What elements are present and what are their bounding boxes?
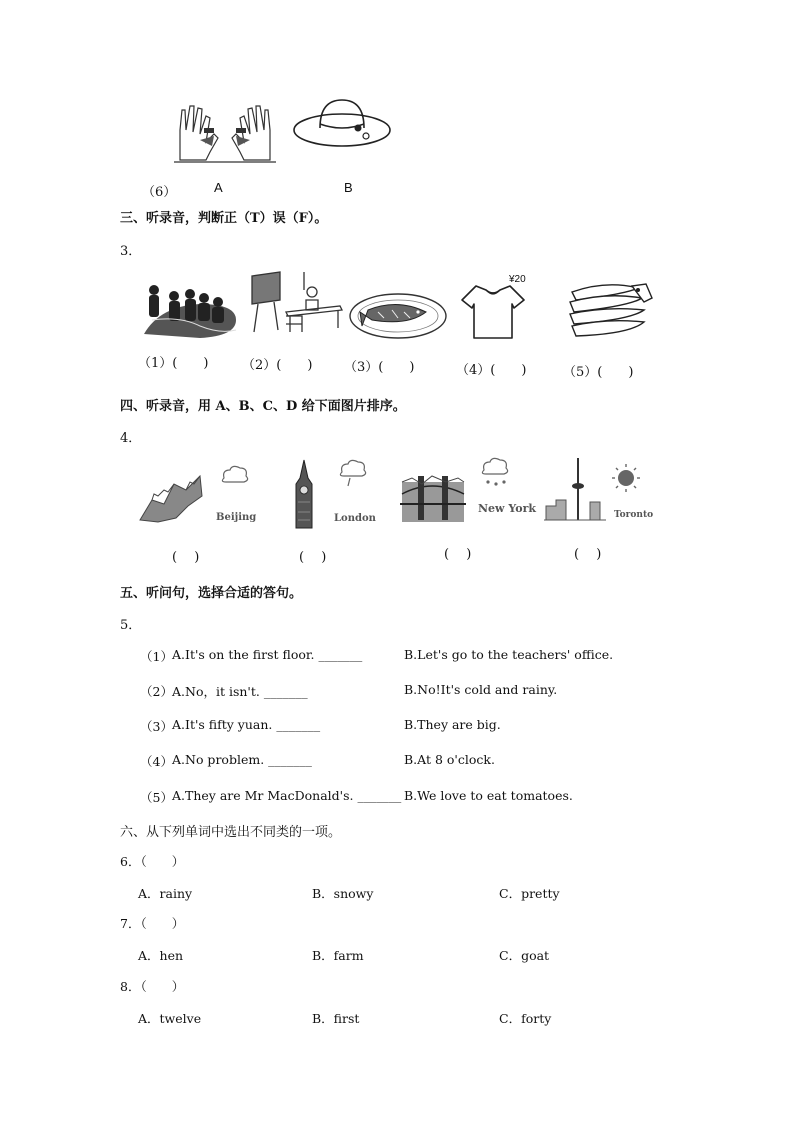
q5-row-1-num: （1） <box>140 649 173 664</box>
q5-row-2-b: B.No!It's cold and rainy. <box>404 682 558 697</box>
q5-row-4-num: （4） <box>140 754 173 769</box>
bananas-picture <box>566 278 656 342</box>
q5-row-5-a: A.They are Mr MacDonald's. _______ <box>172 788 402 803</box>
blank-4-2: ( ) <box>299 550 327 565</box>
city-label-new-york: New York <box>478 502 537 515</box>
q5-row-1-b: B.Let's go to the teachers' office. <box>404 647 614 662</box>
q8-number: 8．（ ） <box>120 979 185 994</box>
section-3-heading: 三、听录音，判断正（T）误（F）。 <box>120 211 328 226</box>
q5-row-5-num: （5） <box>140 790 173 805</box>
runners-picture <box>140 276 240 340</box>
hat-picture <box>292 94 392 154</box>
q8-option-b: B．first <box>312 1011 360 1026</box>
q7-option-a: A．hen <box>138 948 184 963</box>
item-3-3: （3）( ) <box>344 360 415 375</box>
item-3-1: （1）( ) <box>138 356 209 371</box>
classroom-picture <box>246 270 346 336</box>
q5-row-2-a: A.No，it isn't. _______ <box>172 684 308 699</box>
item-3-2: （2）( ) <box>242 358 313 373</box>
q5-row-4-a: A.No problem. _______ <box>172 752 312 767</box>
q5-row-4-b: B.At 8 o'clock. <box>404 752 495 767</box>
q7-number: 7．（ ） <box>120 916 185 931</box>
item-3-4: （4）( ) <box>456 363 527 378</box>
q5-row-5-b: B.We love to eat tomatoes. <box>404 788 573 803</box>
item-6-number: （6） <box>142 185 177 200</box>
blank-4-3: ( ) <box>444 547 472 562</box>
q5-row-1-a: A.It's on the first floor. _______ <box>172 647 363 662</box>
option-a-label: A <box>214 180 223 195</box>
q6-number: 6．（ ） <box>120 854 185 869</box>
city-label-toronto: Toronto <box>614 510 654 520</box>
q7-option-c: C．goat <box>499 948 550 963</box>
q5-row-3-a: A.It's fifty yuan. _______ <box>172 717 321 732</box>
q6-option-c: C．pretty <box>499 886 560 901</box>
q6-option-b: B．snowy <box>312 886 374 901</box>
q8-option-c: C．forty <box>499 1011 552 1026</box>
london-picture <box>288 458 378 530</box>
t-shirt-picture <box>458 282 528 342</box>
q6-option-a: A．rainy <box>138 886 193 901</box>
q8-option-a: A．twelve <box>138 1011 202 1026</box>
q7-option-b: B．farm <box>312 948 364 963</box>
q5-row-3-num: （3） <box>140 719 173 734</box>
option-b-label: B <box>344 180 353 195</box>
section-4-heading: 四、听录音，用 A、B、C、D 给下面图片排序。 <box>120 399 406 414</box>
city-label-beijing: Beijing <box>216 512 257 523</box>
blank-4-4: ( ) <box>574 547 602 562</box>
toronto-picture <box>542 456 662 528</box>
question-5-number: 5． <box>120 618 142 633</box>
q5-row-3-b: B.They are big. <box>404 717 501 732</box>
section-6-heading: 六、从下列单词中选出不同类的一项。 <box>120 825 342 840</box>
city-label-london: London <box>334 513 376 524</box>
beijing-picture <box>138 460 258 530</box>
section-5-heading: 五、听问句，选择合适的答句。 <box>120 586 303 601</box>
question-4-number: 4． <box>120 431 142 446</box>
item-3-5: （5）( ) <box>563 365 634 380</box>
q5-row-2-num: （2） <box>140 684 173 699</box>
price-tag: ¥20 <box>509 274 526 285</box>
question-3-number: 3． <box>120 244 142 259</box>
fish-plate-picture <box>348 290 448 340</box>
gloves-picture <box>170 100 280 170</box>
blank-4-1: ( ) <box>172 550 200 565</box>
new-york-picture <box>398 456 538 528</box>
